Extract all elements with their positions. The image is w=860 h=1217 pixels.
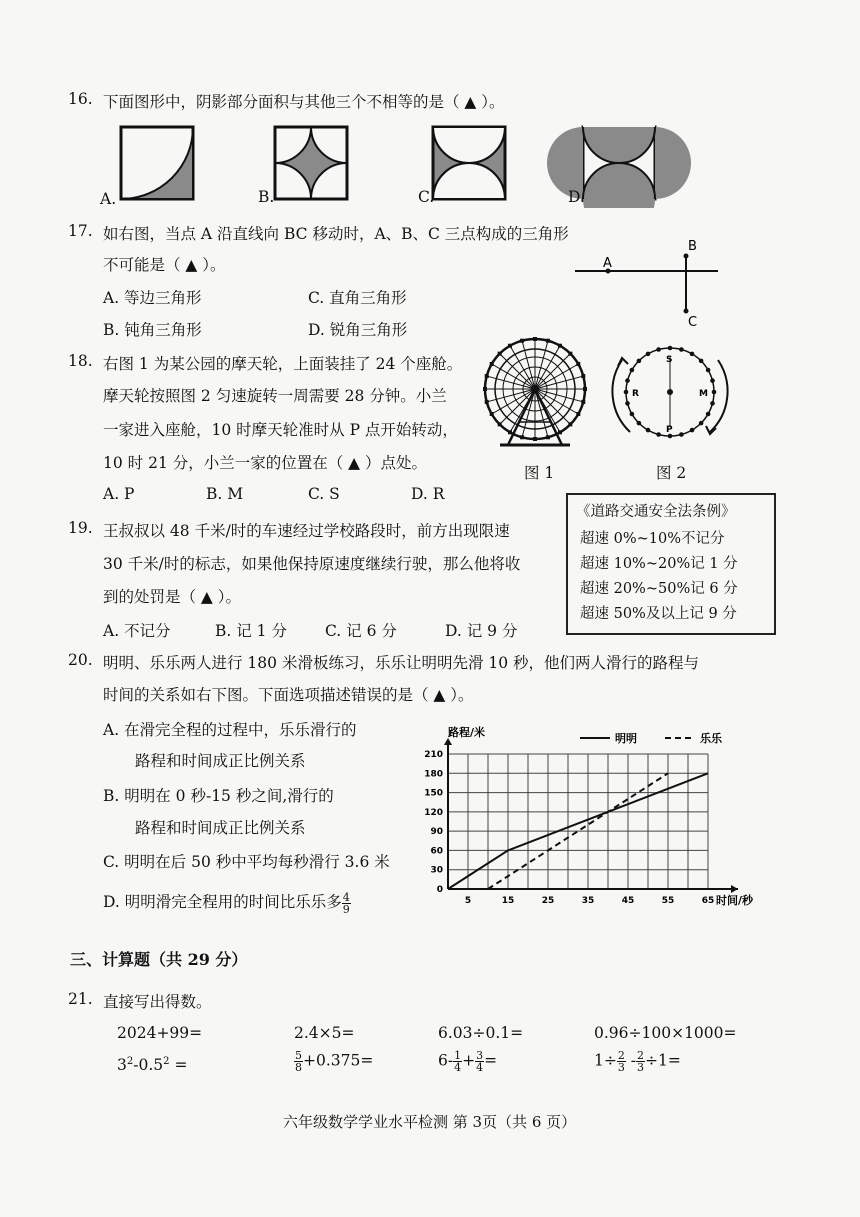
q19-option-c: C. 记 6 分 [325, 622, 397, 640]
q20-option-d [103, 890, 351, 915]
cabin [498, 352, 502, 356]
exponent: 2 [126, 1056, 134, 1067]
x-tick-label: 65 [701, 896, 715, 906]
seat-dot [710, 378, 715, 383]
seat-dot [625, 401, 630, 406]
fraction-denominator: 9 [342, 902, 350, 916]
q19-number: 19. [68, 519, 93, 537]
y-tick-label: 180 [424, 769, 443, 780]
cabin [483, 387, 487, 391]
x-tick-label: 25 [541, 896, 555, 906]
ferris-wheel-figure [480, 337, 600, 449]
q19-option-d: D. 记 9 分 [445, 622, 518, 640]
q17-option-d: D. 锐角三角形 [308, 321, 408, 339]
y-tick-label: 90 [430, 827, 443, 838]
y-tick-label: 30 [430, 865, 443, 876]
q17-option-b: B. 钝角三角形 [103, 321, 202, 339]
q21-text: 直接写出得数。 [103, 993, 212, 1011]
cabin [576, 362, 580, 366]
legend-label: 明明 [615, 732, 637, 745]
seat-dot [637, 359, 642, 364]
q20-option-d-fraction [342, 892, 351, 915]
cabin [520, 339, 524, 343]
calc-item [117, 1056, 187, 1074]
calc-part: -0.5 [133, 1056, 164, 1075]
fraction [475, 1050, 484, 1073]
q17-point-b: B [688, 239, 697, 254]
q17-text-line1: 如右图，当点 A 沿直线向 BC 移动时，A、B、C 三点构成的三角形 [103, 225, 569, 243]
q16-option-a: A. [100, 190, 117, 208]
seat-dot [706, 412, 711, 417]
seat-dot [646, 428, 651, 433]
x-axis-arrow [731, 885, 738, 893]
fraction-denominator: 3 [617, 1061, 625, 1074]
x-tick-label: 45 [621, 896, 635, 906]
q18-text-line3: 一家进入座舱，10 时摩天轮准时从 P 点开始转动， [103, 421, 458, 439]
q20-option-c: C. 明明在后 50 秒中平均每秒滑行 3.6 米 [103, 853, 390, 871]
q16-figure-b [275, 127, 347, 199]
calc-item: 0.96÷100×1000= [594, 1024, 737, 1042]
cabin [508, 430, 512, 434]
cabin [498, 422, 502, 426]
y-tick-label: 150 [424, 788, 443, 799]
q17-point-c: C [688, 315, 698, 330]
q21-number: 21. [68, 990, 93, 1008]
q16-option-c: C. [418, 188, 435, 206]
fraction-numerator: 2 [637, 1049, 645, 1062]
q19-text-line2: 30 千米/时的标志，如果他保持原速度继续行驶，那么他将收 [103, 555, 521, 573]
legend-label: 乐乐 [700, 732, 722, 745]
q20-option-b-line2: 路程和时间成正比例关系 [135, 819, 306, 837]
calc-item: 6.03÷0.1= [438, 1024, 524, 1042]
y-axis-arrow [444, 738, 452, 745]
page-footer: 六年级数学学业水平检测 第 3页（共 6 页） [283, 1113, 577, 1131]
q18-text-line1: 右图 1 为某公园的摩天轮，上面装挂了 24 个座舱。 [103, 355, 463, 373]
cabin [581, 374, 585, 378]
q16-figure-a [121, 127, 193, 199]
wheel-point-p: P [666, 425, 673, 435]
wheel-diagram-figure [608, 340, 748, 448]
q20-text-line1: 明明、乐乐两人进行 180 米滑板练习，乐乐让明明先滑 10 秒，他们两人滑行的路程与 [103, 654, 700, 672]
q18-option-a: A. P [103, 485, 135, 503]
fraction-numerator: 3 [476, 1049, 484, 1062]
traffic-law-row: 超速 0%~10%不记分 [580, 531, 725, 547]
seat-dot [624, 390, 629, 395]
cabin [568, 422, 572, 426]
seat-dot [710, 401, 715, 406]
calc-item [438, 1050, 497, 1073]
q19-option-b: B. 记 1 分 [215, 622, 287, 640]
exponent: 2 [163, 1056, 170, 1067]
seat-dot [668, 346, 673, 351]
q19-text-line3: 到的处罚是（ ▲ ）。 [103, 588, 242, 606]
x-tick-label: 55 [661, 896, 675, 906]
cabin [546, 339, 550, 343]
calc-item: 2024+99= [117, 1024, 203, 1042]
calc-part: - [625, 1051, 637, 1070]
q17-option-c: C. 直角三角形 [308, 289, 407, 307]
q17-option-a: A. 等边三角形 [103, 289, 202, 307]
fraction-numerator: 4 [342, 890, 350, 904]
cabin [490, 362, 494, 366]
calc-part: ÷1= [645, 1051, 681, 1070]
y-axis-label: 路程/米 [448, 726, 486, 739]
fraction-numerator: 5 [295, 1049, 302, 1062]
seat-dot [690, 428, 695, 433]
q17-number: 17. [68, 222, 93, 240]
seat-dot [699, 359, 704, 364]
x-tick-label: 5 [464, 896, 472, 906]
fraction-denominator: 4 [476, 1061, 484, 1074]
cabin [490, 412, 494, 416]
q19-text-line1: 王叔叔以 48 千米/时的车速经过学校路段时，前方出现限速 [103, 522, 510, 540]
q17-point-a: A [603, 256, 612, 271]
cabin [558, 430, 562, 434]
q16-figure-c [433, 127, 505, 199]
calc-part: 1÷ [594, 1051, 617, 1070]
q17-figure [570, 236, 730, 336]
q16-text: 下面图形中，阴影部分面积与其他三个不相等的是（ ▲ ）。 [103, 93, 505, 111]
y-tick-label: 210 [424, 750, 443, 760]
cabin [533, 337, 537, 341]
q18-option-d: D. R [411, 485, 445, 503]
seat-dot [630, 412, 635, 417]
calc-item [594, 1050, 681, 1073]
calc-part: +0.375= [303, 1051, 374, 1070]
figure-1-caption: 图 1 [524, 464, 555, 482]
q16-option-b: B. [258, 188, 275, 206]
distance-time-chart [410, 718, 765, 913]
calc-part: + [462, 1051, 476, 1070]
q20-text-line2: 时间的关系如右下图。下面选项描述错误的是（ ▲ ）。 [103, 686, 474, 704]
fraction-numerator: 1 [454, 1049, 462, 1062]
cabin [546, 435, 550, 439]
cabin [520, 435, 524, 439]
seat-dot [646, 352, 651, 357]
fraction-numerator: 2 [617, 1049, 625, 1062]
traffic-law-row: 超速 20%~50%记 6 分 [580, 581, 738, 597]
seat-dot [690, 352, 695, 357]
seat-dot [712, 390, 717, 395]
traffic-law-row: 超速 50%及以上记 9 分 [580, 606, 737, 622]
figure-2-caption: 图 2 [656, 464, 687, 482]
seat-dot [706, 368, 711, 373]
y-tick-label: 120 [424, 807, 443, 818]
calc-item: 2.4×5= [294, 1024, 355, 1042]
seat-dot [679, 432, 684, 437]
calc-part: 6- [438, 1051, 454, 1070]
q18-number: 18. [68, 352, 93, 370]
section-3-title: 三、计算题（共 29 分） [70, 950, 248, 969]
q18-text-line4: 10 时 21 分，小兰一家的位置在（ ▲ ）点处。 [103, 454, 428, 472]
traffic-law-row: 超速 10%~20%记 1 分 [580, 556, 738, 572]
seat-dot [679, 347, 684, 352]
q16-option-d: D. [568, 188, 585, 206]
wheel-point-m: M [699, 389, 708, 399]
fraction [453, 1050, 462, 1073]
q19-option-a: A. 不记分 [103, 622, 171, 640]
cabin [558, 344, 562, 348]
cabin [576, 412, 580, 416]
seat-dot [630, 368, 635, 373]
q20-option-d-text: D. 明明滑完全程用的时间比乐乐多 [103, 893, 342, 911]
fraction-denominator: 3 [637, 1061, 645, 1074]
x-tick-label: 15 [501, 896, 515, 906]
y-tick-label: 0 [436, 885, 443, 895]
q16-number: 16. [68, 90, 93, 108]
fraction-denominator: 8 [295, 1061, 302, 1074]
traffic-law-box [566, 493, 776, 635]
x-tick-label: 35 [581, 896, 595, 906]
fraction-denominator: 4 [454, 1061, 462, 1074]
fraction [617, 1050, 626, 1073]
q17-text-line2: 不可能是（ ▲ ）。 [103, 256, 226, 274]
cabin [583, 387, 587, 391]
q20-option-a-line1: A. 在滑完全程的过程中，乐乐滑行的 [103, 721, 357, 739]
calc-part: = [484, 1051, 498, 1070]
q18-text-line2: 摩天轮按照图 2 匀速旋转一周需要 28 分钟。小兰 [103, 387, 447, 405]
fraction [636, 1050, 645, 1073]
seat-dot [656, 432, 661, 437]
seat-dot [656, 347, 661, 352]
q18-option-b: B. M [206, 485, 244, 503]
cabin [485, 400, 489, 404]
wheel-point-r: R [632, 389, 639, 399]
fraction [294, 1050, 303, 1073]
q16-figures [100, 122, 700, 208]
cabin [581, 400, 585, 404]
cabin [533, 437, 537, 441]
seat-dot [699, 421, 704, 426]
traffic-law-title: 《道路交通安全法条例》 [576, 504, 736, 520]
q18-option-c: C. S [308, 485, 340, 503]
seat-dot [637, 421, 642, 426]
q20-option-b-line1: B. 明明在 0 秒-15 秒之间,滑行的 [103, 787, 334, 805]
calc-part: = [169, 1056, 188, 1075]
cabin [508, 344, 512, 348]
seat-dot [625, 378, 630, 383]
q20-number: 20. [68, 651, 93, 669]
q20-option-a-line2: 路程和时间成正比例关系 [135, 752, 306, 770]
calc-part: 3 [117, 1056, 127, 1075]
x-axis-label: 时间/秒 [716, 894, 754, 907]
y-tick-label: 60 [430, 846, 443, 857]
calc-item [294, 1050, 373, 1073]
cabin [568, 352, 572, 356]
wheel-point-s: S [666, 355, 673, 365]
cabin [485, 374, 489, 378]
